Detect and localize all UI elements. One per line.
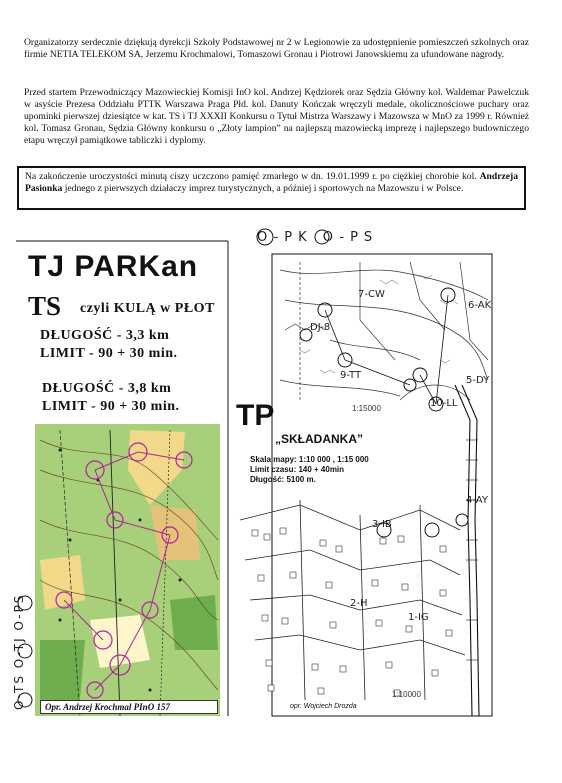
control-label: 3-IB bbox=[372, 519, 392, 530]
control-label: 1-IG bbox=[408, 612, 429, 623]
memorial-text-2: jednego z pierwszych działaczy imprez turystycznych, a później i sportowych na Mazowszu i w Polsce. bbox=[62, 183, 464, 195]
control-label: 7-CW bbox=[358, 289, 385, 300]
ts-length: DŁUGOŚĆ - 3,3 km bbox=[40, 328, 170, 343]
ts-limit: LIMIT - 90 + 30 min. bbox=[40, 346, 178, 361]
tj-title: TJ PARKan bbox=[28, 250, 199, 283]
right-control-circles bbox=[257, 229, 468, 537]
ceremony-paragraph: Przed startem Przewodniczący Mazowieckiej Komisji InO kol. Andrzej Kędziorek oraz Sędzia Główny kol. Waldemar Pawelczuk w asyście Prezesa Oddziału PTTK Warszawa Praga Płd. kol. Danuty Kończak wręczyli medale, okolicznościowe puchary oraz upominki pierwszej dziesiątce w kat. TS i TJ XXXII Konkursu o Tytuł Mistrza Warszawy i Mazowsza w MnO za 1999 r. Również kol. Tomasz Gronau, Sędzia Główny konkursu o „Złoty lampion” na najlepszą mazowiecką imprezę i najlepszego budowniczego etapu wręczył pamiątkowe tabliczki i dyplomy. bbox=[24, 87, 529, 147]
control-label: 9-TT bbox=[340, 370, 362, 381]
thanks-paragraph: Organizatorzy serdecznie dziękują dyrekcji Szkoły Podstawowej nr 2 w Legionowie za udostępnienie pomieszczeń szkolnych oraz firmie NETIA TELEKOM SA, Jerzemu Krochmalowi, Tomaszowi Gronau i Piotrowi Janowskiemu za ufundowane nagrody. bbox=[24, 37, 529, 61]
control-label: 5-DY bbox=[466, 375, 490, 386]
tp-limit: Limit czasu: 140 + 40min bbox=[250, 465, 345, 474]
control-label: 4-AY bbox=[466, 495, 488, 506]
control-label: 10-LL bbox=[430, 398, 458, 409]
left-map-credit: Opr. Andrzej Krochmal PInO 157 bbox=[40, 700, 218, 714]
tp-subtitle: „SKŁADANKA” bbox=[275, 432, 363, 446]
tp-info bbox=[250, 455, 369, 485]
tp-length: Długość: 5100 m. bbox=[250, 475, 316, 484]
tp-title: TP bbox=[236, 399, 275, 432]
right-map-credit: opr. Wojciech Drozda bbox=[290, 703, 357, 710]
tp-scale: Skala mapy: 1:10 000 , 1:15 000 bbox=[250, 455, 369, 464]
tj-limit: LIMIT - 90 + 30 min. bbox=[42, 399, 180, 414]
ts-subtitle: czyli KULĄ w PŁOT bbox=[80, 301, 215, 316]
upper-scale: 1:15000 bbox=[352, 404, 381, 413]
control-label: 2-H bbox=[350, 598, 368, 609]
control-label: 6-AK bbox=[468, 300, 492, 311]
tj-length: DŁUGOŚĆ - 3,8 km bbox=[42, 381, 172, 396]
memorial-name: Andrzeja Pasionka bbox=[25, 171, 518, 195]
control-label: DJ-8 bbox=[310, 322, 331, 333]
memorial-text-1: Na zakończenie uroczystości minutą ciszy uczczono pamięć zmarłego w dn. 19.01.1999 r. po ciężkiej chorobie kol. bbox=[25, 171, 480, 182]
side-legend: O-TS O-TJ O-PS bbox=[12, 593, 26, 710]
lower-scale: 1:10000 bbox=[392, 690, 421, 699]
right-header-legend: O-PK O-PS bbox=[257, 230, 379, 245]
ts-title: TS bbox=[28, 291, 62, 321]
rail-line bbox=[455, 385, 479, 716]
